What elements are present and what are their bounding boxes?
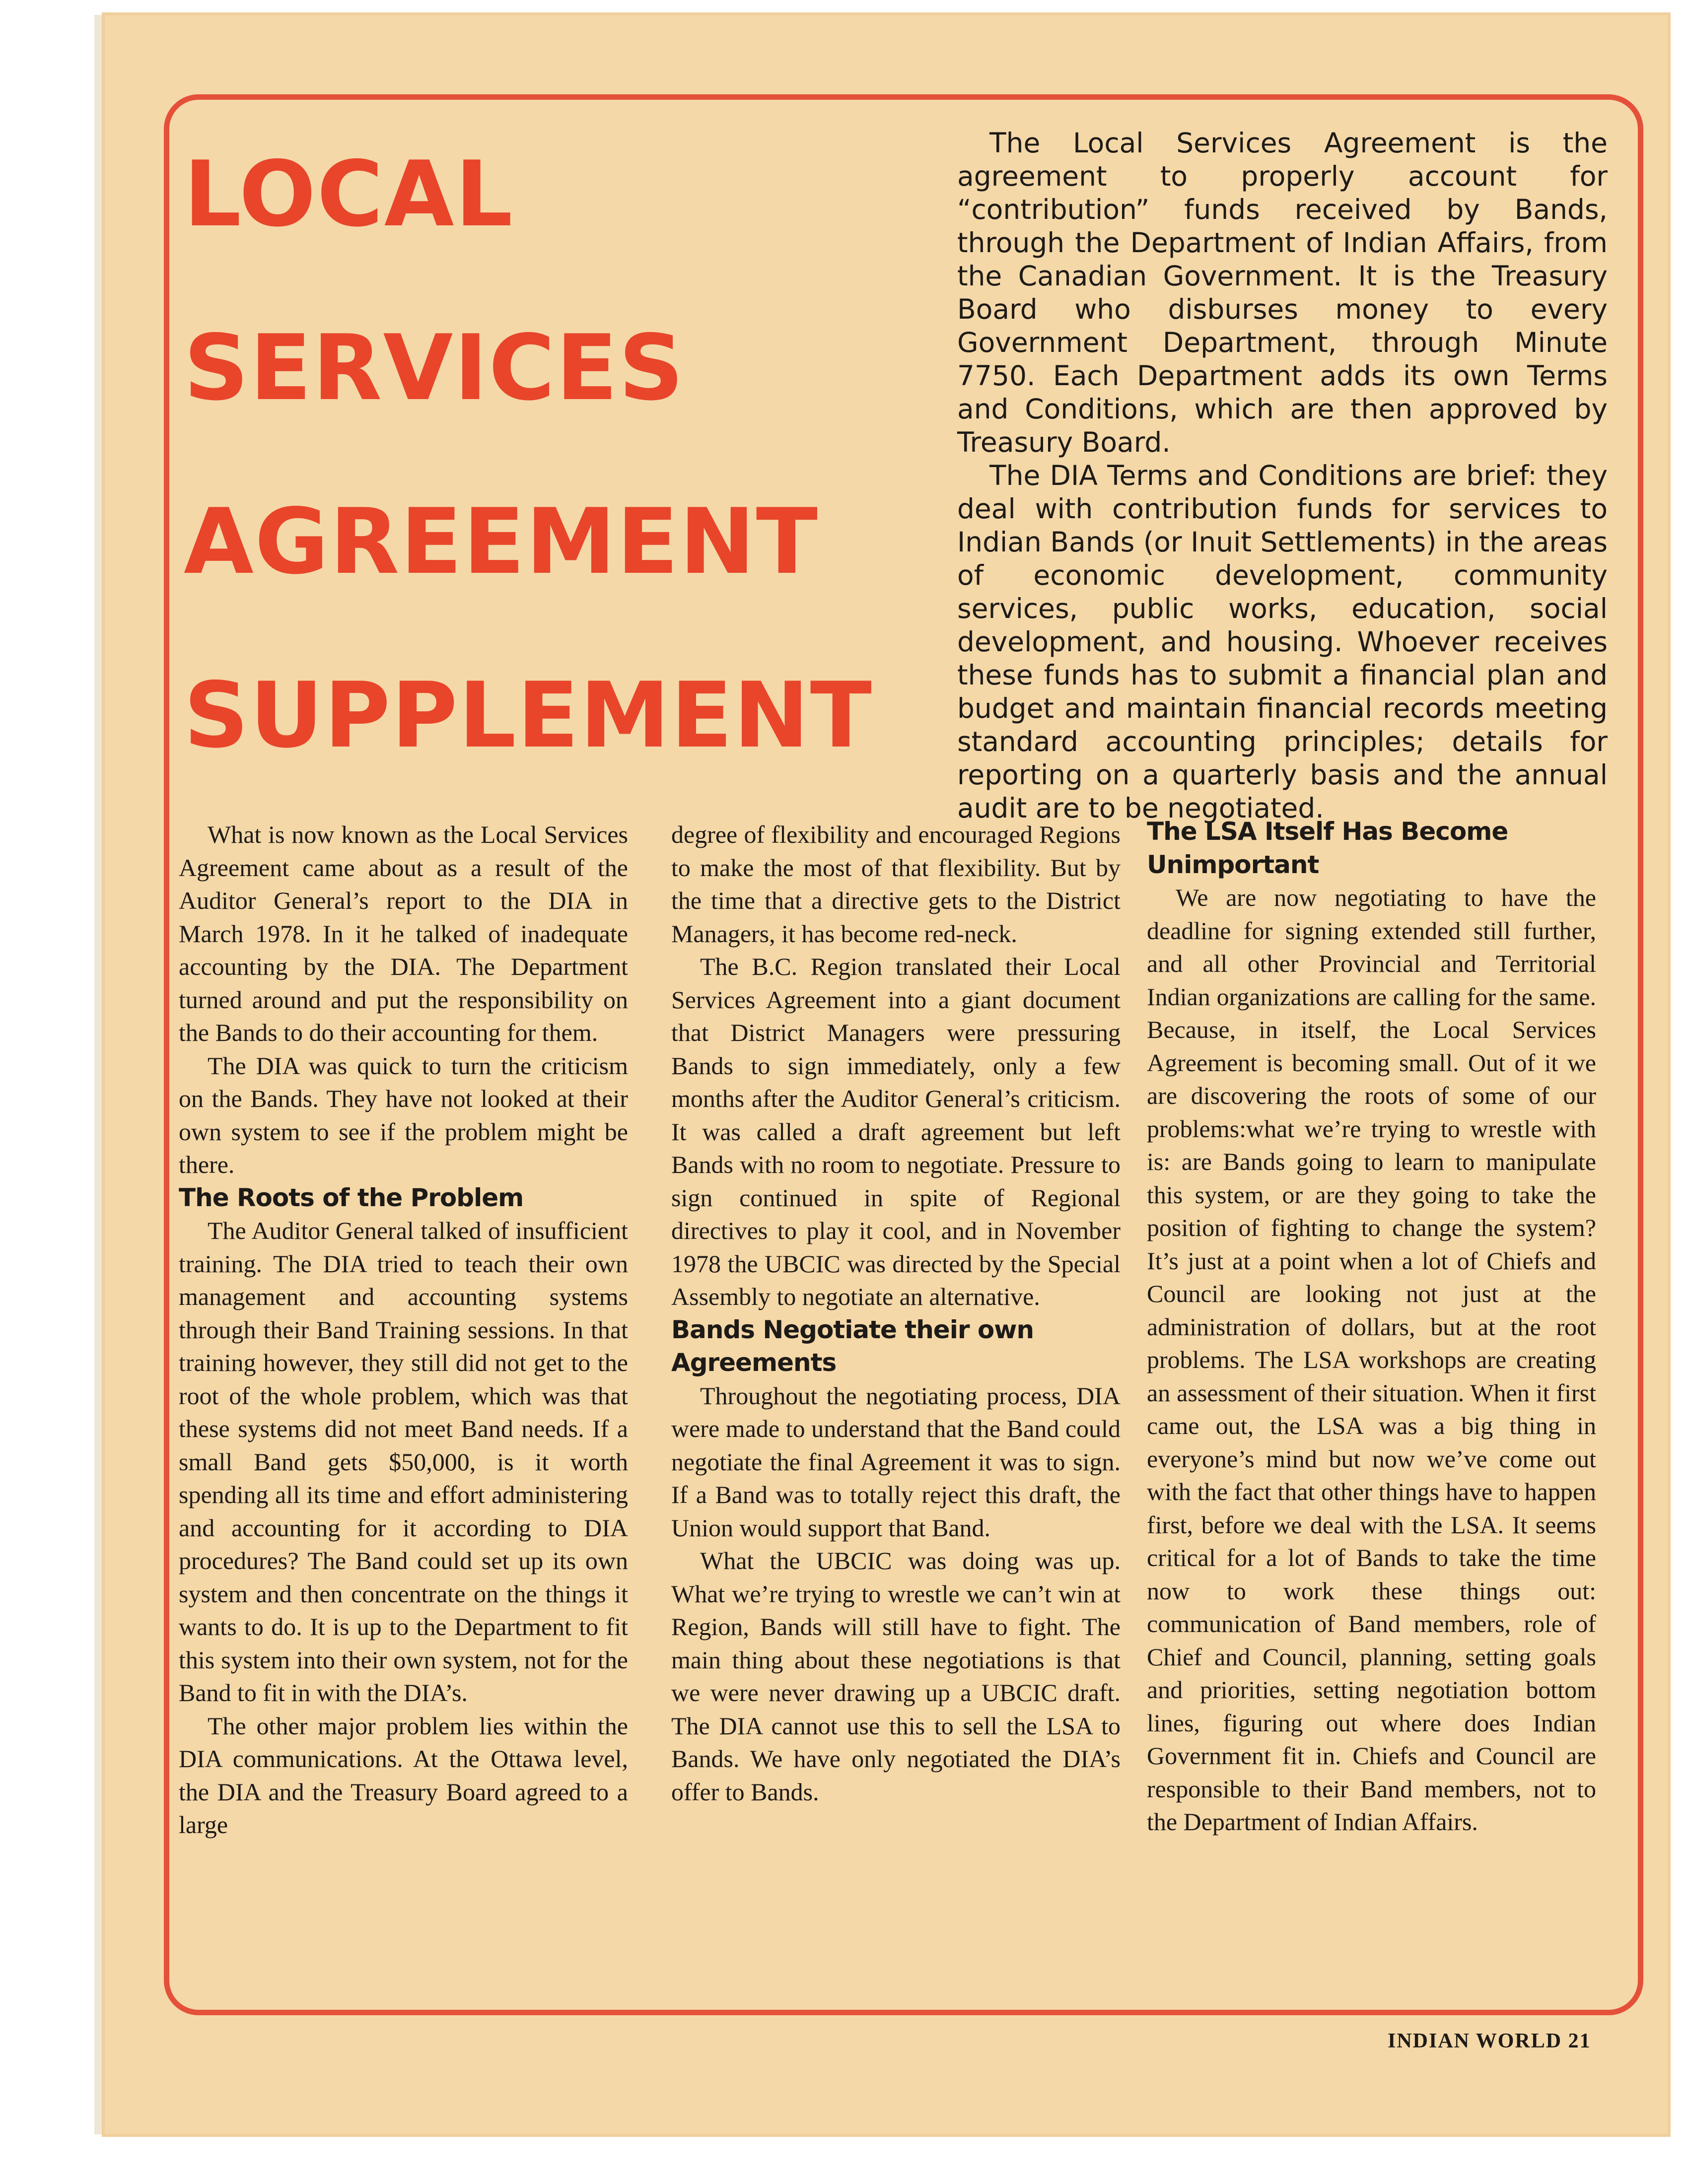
section-heading: Bands Negotiate their own Agreements	[671, 1315, 1034, 1377]
column-3	[1147, 818, 1596, 1839]
article-title	[184, 141, 928, 844]
title-line-4: SUPPLEMENT	[184, 663, 873, 768]
body-paragraph: We are now negotiating to have the deadline for signing extended still further, and all other Provincial and Territorial Indian organizations are calling for the same. Because, in itself, the Local Services Agreement is becoming small. Out of it we are discovering the roots of some of our problems:what we’re trying to wrestle with is: are Bands going to learn to manipulate this system, or are they going to take the position of fighting to change the system? It’s just at a point when a lot of Chiefs and Council are looking not just at the administration of dollars, but at the root problems. The LSA workshops are creating an assessment of their situation. When it first came out, the LSA was a big thing in everyone’s mind but now we’ve come out with the fact that other things have to happen first, before we deal with the LSA. It seems critical for a lot of Bands to take the time now to work these things out: communication of Band members, role of Chief and Council, planning, setting goals and priorities, setting negotiation bottom lines, figuring out where does Indian Government fit in. Chiefs and Council are responsible to their Band members, not to the Department of Indian Affairs.	[1147, 884, 1596, 1836]
intro-paragraph: The DIA Terms and Conditions are brief: they deal with contribution funds for services to Indian Bands (or Inuit Settlements) in the areas of economic development, community services, public works, education, social development, and housing. Whoever receives these funds has to submit a financial plan and budget and maintain financial records meeting standard accounting principles; details for reporting on a quarterly basis and the annual audit are to be negotiated.	[957, 460, 1608, 824]
page-footer: INDIAN WORLD 21	[1388, 2030, 1591, 2052]
title-line-3: AGREEMENT	[184, 489, 819, 594]
body-paragraph: The DIA was quick to turn the criticism on the Bands. They have not looked at their own system to see if the problem might be there.	[179, 1051, 628, 1178]
body-paragraph: What is now known as the Local Services Agreement came about as a result of the Auditor General’s report to the DIA in March 1978. In it he talked of inadequate accounting by the DIA. The Department turned around and put the responsibility on the Bands to do their accounting for them.	[179, 820, 628, 1046]
section-heading: The LSA Itself Has Become Unimportant	[1147, 817, 1508, 879]
body-paragraph: The Auditor General talked of insufficient training. The DIA tried to teach their own management and accounting systems through their Band Training sessions. In that training however, they still did not get to the root of the whole problem, which was that these systems did not meet Band needs. If a small Band gets $50,000, is it worth spending all its time and effort administering and accounting for it according to DIA procedures? The Band could set up its own system and then concentrate on the things it wants to do. It is up to the Department to fit this system into their own system, not for the Band to fit in with the DIA’s.	[179, 1217, 628, 1706]
section-heading: The Roots of the Problem	[179, 1183, 524, 1212]
title-line-1: LOCAL	[184, 141, 514, 247]
intro-text	[957, 127, 1608, 825]
body-paragraph: Throughout the negotiating process, DIA were made to understand that the Band could negotiate the final Agreement it was to sign. If a Band was to totally reject this draft, the Union would support that Band.	[671, 1381, 1121, 1542]
body-paragraph: The other major problem lies within the DIA communications. At the Ottawa level, the DIA and the Treasury Board agreed to a large	[179, 1711, 628, 1839]
column-1	[179, 818, 628, 1842]
body-paragraph: What the UBCIC was doing was up. What we’re trying to wrestle we can’t win at Region, Bands will still have to fight. The main thing about these negotiations is that we were never drawing up a UBCIC draft. The DIA cannot use this to sell the LSA to Bands. We have only negotiated the DIA’s offer to Bands.	[671, 1547, 1121, 1806]
title-line-2: SERVICES	[184, 315, 685, 420]
body-paragraph: The B.C. Region translated their Local Services Agreement into a giant document that District Managers were pressuring Bands to sign immediately, only a few months after the Auditor General’s criticism. It was called a draft agreement but left Bands with no room to negotiate. Pressure to sign continued in spite of Regional directives to play it cool, and in November 1978 the UBCIC was directed by the Special Assembly to negotiate an alternative.	[671, 953, 1121, 1310]
body-paragraph: degree of flexibility and encouraged Regions to make the most of that flexibility. But by the time that a directive gets to the District Managers, it has become red-neck.	[671, 820, 1121, 948]
intro-paragraph: The Local Services Agreement is the agreement to properly account for “contribution” funds received by Bands, through the Department of Indian Affairs, from the Canadian Government. It is the Treasury Board who disburses money to every Government Department, through Minute 7750. Each Department adds its own Terms and Conditions, which are then approved by Treasury Board.	[957, 127, 1608, 458]
column-2	[671, 818, 1121, 1808]
